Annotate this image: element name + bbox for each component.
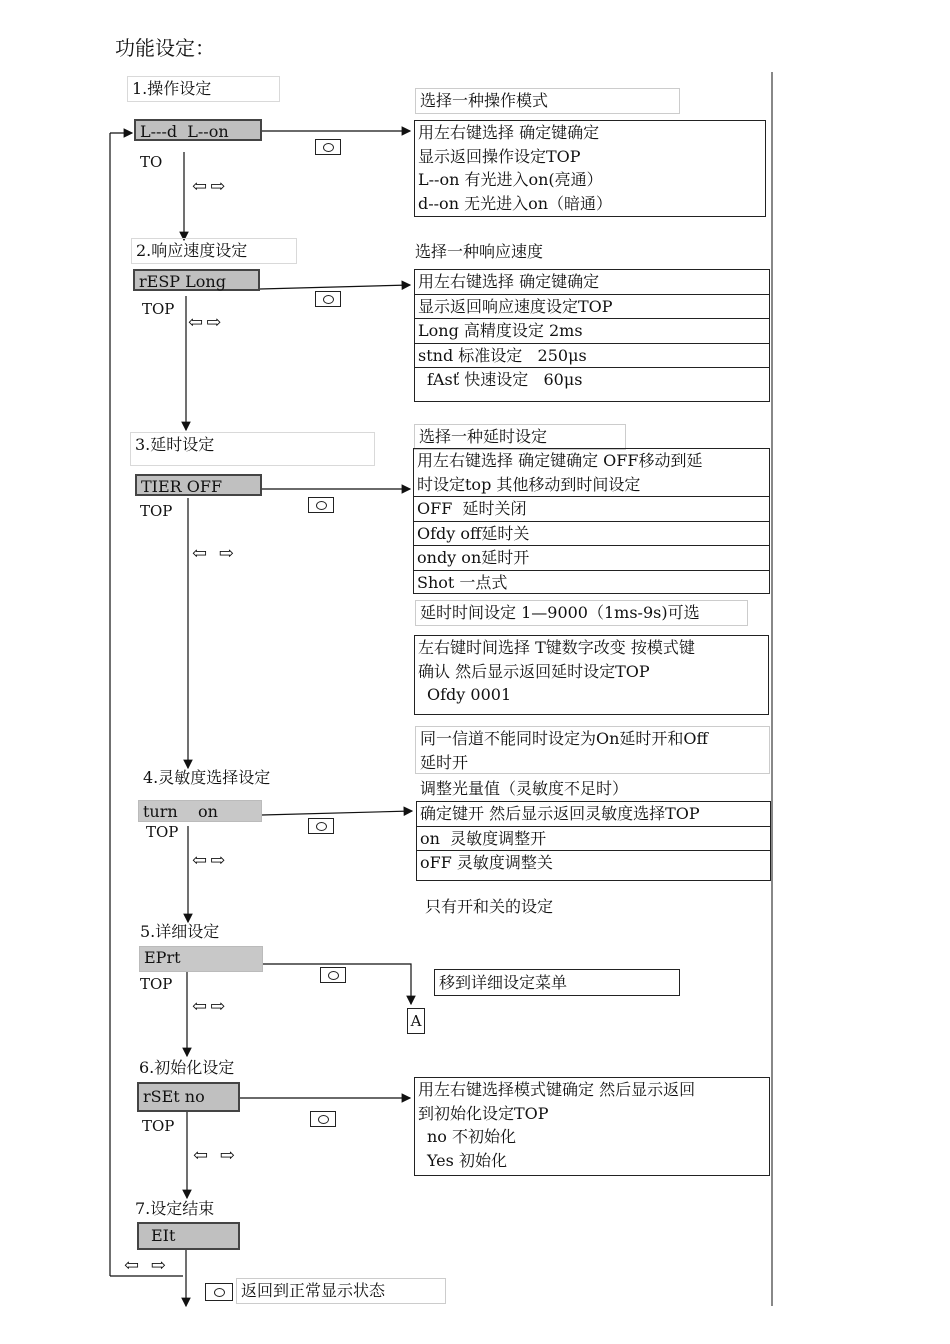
note-line: 同一信道不能同时设定为On延时开和Off xyxy=(420,729,708,748)
section-1-info-box xyxy=(414,120,766,217)
info-line: 显示返回操作设定TOP xyxy=(418,146,581,166)
info-line: ondy on延时开 xyxy=(414,545,769,570)
info-line: 确定键开 然后显示返回灵敏度选择TOP xyxy=(420,804,700,823)
section-5-display: EPrt xyxy=(139,946,263,972)
info-line: Ofdy off延时关 xyxy=(414,521,769,546)
connector-a: A xyxy=(407,1008,425,1034)
info-line: on 灵敏度调整开 xyxy=(417,826,770,851)
section-3-label: 3.延时设定 xyxy=(130,432,375,466)
ok-key-icon xyxy=(315,291,341,307)
info-line: Long 高精度设定 2ms xyxy=(415,318,769,343)
ok-key-icon xyxy=(310,1111,336,1127)
info-line: Ofdy 0001 xyxy=(427,685,512,704)
delay-time-box xyxy=(414,635,769,715)
info-line: no 不初始化 xyxy=(427,1127,517,1146)
section-7-caption: 返回到正常显示状态 xyxy=(236,1278,446,1304)
info-line: 显示返回响应速度设定TOP xyxy=(415,294,769,319)
section-2-label: 2.响应速度设定 xyxy=(131,238,297,264)
info-line: d--on 无光进入on（暗通） xyxy=(418,193,613,213)
info-line: 到初始化设定TOP xyxy=(418,1103,549,1123)
left-right-arrow-keys-icon: ⇦ ⇨ xyxy=(192,543,237,564)
section-5-caption: 移到详细设定菜单 xyxy=(434,969,680,996)
note-line: 延时开 xyxy=(420,753,469,772)
section-6-display: rSEt no xyxy=(137,1082,240,1112)
delay-note xyxy=(415,726,770,774)
ok-key-icon xyxy=(315,139,341,155)
section-2-caption: 选择一种响应速度 xyxy=(415,242,544,261)
info-line: 用左右键选择模式键确定 然后显示返回 xyxy=(418,1080,696,1099)
section-4-after-note: 只有开和关的设定 xyxy=(425,897,554,916)
section-2-top-label: TOP xyxy=(142,300,175,318)
section-3-caption: 选择一种延时设定 xyxy=(414,424,626,450)
section-6-label: 6.初始化设定 xyxy=(139,1058,235,1077)
info-line: 时设定top 其他移动到时间设定 xyxy=(417,474,641,494)
info-line: 用左右键选择 确定键确定 OFF移动到延 xyxy=(417,451,703,470)
section-1-caption: 选择一种操作模式 xyxy=(415,88,680,114)
section-4-caption: 调整光量值（灵敏度不足时） xyxy=(420,779,629,798)
info-line: stnd 标准设定 250μs xyxy=(415,343,769,368)
section-2-info-box xyxy=(414,269,770,402)
section-3-info-box xyxy=(413,448,770,594)
info-line: 左右键时间选择 T键数字改变 按模式键 xyxy=(418,638,695,657)
section-1-display: L---d L--on xyxy=(134,119,262,141)
left-right-arrow-keys-icon: ⇦⇨ xyxy=(188,312,225,333)
info-line: 用左右键选择 确定键确定 xyxy=(418,123,600,142)
section-6-info-box xyxy=(414,1077,770,1176)
ok-key-icon xyxy=(205,1283,233,1301)
info-line: OFF 延时关闭 xyxy=(414,496,769,521)
section-7-label: 7.设定结束 xyxy=(135,1199,215,1218)
section-4-top-label: TOP xyxy=(146,823,179,841)
section-4-label: 4.灵敏度选择设定 xyxy=(143,768,271,787)
left-right-arrow-keys-icon: ⇦ ⇨ xyxy=(124,1255,169,1276)
left-right-arrow-keys-icon: ⇦⇨ xyxy=(192,176,229,197)
info-line: Yes 初始化 xyxy=(427,1150,507,1170)
section-6-top-label: TOP xyxy=(142,1117,175,1135)
section-1-top-label: TO xyxy=(140,153,163,171)
left-right-arrow-keys-icon: ⇦⇨ xyxy=(192,996,229,1017)
ok-key-icon xyxy=(308,497,334,513)
page-title: 功能设定： xyxy=(115,36,215,60)
section-3-top-label: TOP xyxy=(140,502,173,520)
left-right-arrow-keys-icon: ⇦ ⇨ xyxy=(193,1145,238,1166)
section-4-info-box xyxy=(416,801,771,881)
info-line: 确认 然后显示返回延时设定TOP xyxy=(418,661,650,681)
section-3-display: TIER OFF xyxy=(135,474,262,496)
section-4-display: turn on xyxy=(138,800,262,822)
ok-key-icon xyxy=(308,818,334,834)
section-2-display: rESP Long xyxy=(133,269,260,291)
delay-time-caption: 延时时间设定 1—9000（1ms-9s)可选 xyxy=(415,600,748,626)
section-5-top-label: TOP xyxy=(140,975,173,993)
info-line: 用左右键选择 确定键确定 xyxy=(418,272,600,291)
info-line: Shot 一点式 xyxy=(414,570,769,595)
info-line: fAsť 快速设定 60μs xyxy=(415,367,769,392)
section-5-label: 5.详细设定 xyxy=(140,922,220,941)
info-line: L--on 有光进入on(亮通） xyxy=(418,170,603,189)
section-1-label: 1.操作设定 xyxy=(127,76,280,102)
ok-key-icon xyxy=(320,967,346,983)
left-right-arrow-keys-icon: ⇦⇨ xyxy=(192,850,229,871)
section-7-display: EIt xyxy=(137,1222,240,1250)
info-line: oFF 灵敏度调整关 xyxy=(417,850,770,875)
